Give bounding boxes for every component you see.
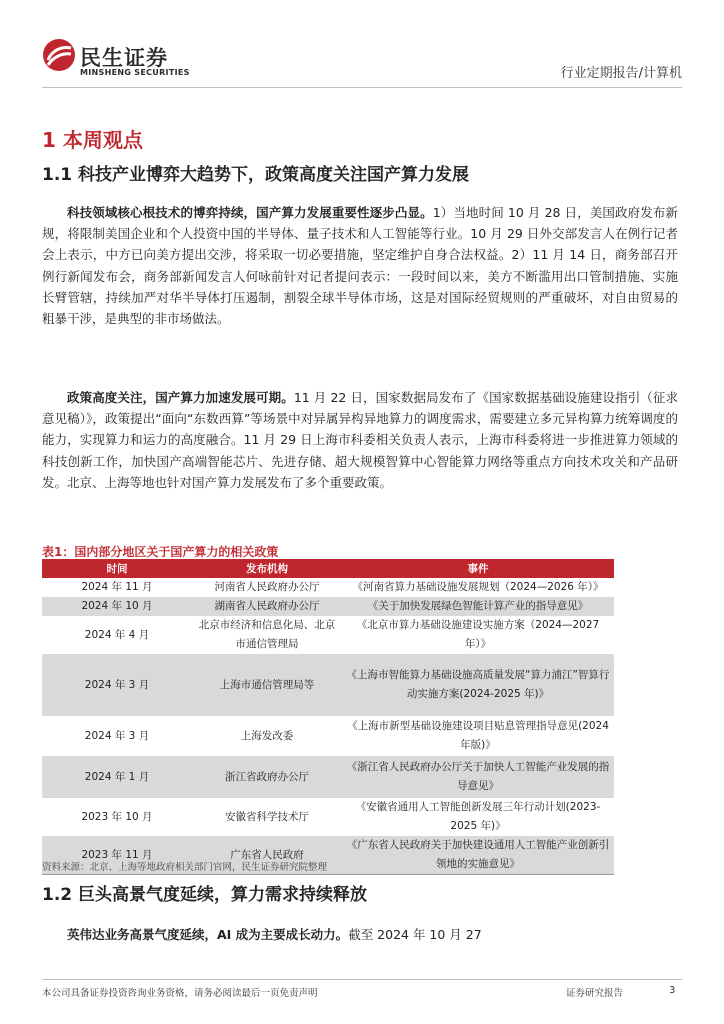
section-1-1-title: 1.1 科技产业博弈大趋势下，政策高度关注国产算力发展 (42, 165, 470, 185)
header-event: 事件 (342, 559, 614, 578)
paragraph-1-body: 1）当地时间 10 月 28 日，美国政府发布新规，将限制美国企业和个人投资中国的半导体、量子技术和人工智能等行业。10 月 29 日外交部发言人在例行记者会上表示，中方已向美方提出交涉，将采取一切必要措施，坚定维护自身合法权益。2）11 月 14 日，商务部召开例行新闻发布会，商务部新闻发言人何咏前针对记者提问表示：一段时间以来，美方不断滥用出口管制措施、实施长臂管辖，持续加严对华半导体打压遏制，割裂全球半导体市场，这是对国际经贸规则的严重破坏，对自由贸易的粗暴干涉，是典型的非市场做法。 (42, 205, 678, 327)
page-number: 3 (669, 985, 676, 996)
table-row (42, 616, 614, 654)
header-time: 时间 (42, 559, 192, 578)
cell-event: 《河南省算力基础设施发展规划（2024—2026 年）》 (342, 578, 614, 597)
cell-org: 北京市经济和信息化局、北京市通信管理局 (192, 616, 342, 654)
logo-english-name: MINSHENG SECURITIES (80, 68, 190, 77)
table-row (42, 654, 614, 716)
cell-org: 湖南省人民政府办公厅 (192, 597, 342, 616)
table-source: 资料来源：北京、上海等地政府相关部门官网，民生证券研究院整理 (42, 862, 328, 873)
table-row (42, 716, 614, 756)
cell-time: 2024 年 11 月 (42, 578, 192, 597)
cell-event: 《浙江省人民政府办公厅关于加快人工智能产业发展的指导意见》 (342, 756, 614, 798)
table-row (42, 578, 614, 597)
cell-time: 2024 年 3 月 (42, 716, 192, 756)
table-header-row (42, 559, 614, 578)
cell-org: 安徽省科学技术厅 (192, 798, 342, 836)
footer-report-label: 证券研究报告 (566, 988, 624, 999)
table-row (42, 597, 614, 616)
header-org: 发布机构 (192, 559, 342, 578)
paragraph-2-lead: 政策高度关注，国产算力加速发展可期。 (67, 390, 294, 405)
paragraph-1-lead: 科技领域核心根技术的博弈持续，国产算力发展重要性逐步凸显。 (67, 205, 433, 220)
cell-org: 浙江省政府办公厅 (192, 756, 342, 798)
paragraph-3 (42, 924, 678, 945)
paragraph-3-lead: 英伟达业务高景气度延续，AI 成为主要成长动力。 (67, 927, 349, 942)
paragraph-3-body: 截至 2024 年 10 月 27 (348, 927, 482, 942)
cell-event: 《上海市智能算力基础设施高质量发展“算力浦江”智算行动实施方案(2024-2025 年)》 (342, 654, 614, 716)
header-divider (42, 87, 682, 88)
footer-disclaimer: 本公司具备证券投资咨询业务资格，请务必阅读最后一页免责声明 (42, 988, 318, 999)
cell-event: 《上海市新型基础设施建设项目贴息管理指导意见(2024 年版)》 (342, 716, 614, 756)
section-1-title: 1 本周观点 (42, 128, 143, 152)
section-1-2-title: 1.2 巨头高景气度延续，算力需求持续释放 (42, 885, 368, 905)
policy-table (42, 559, 614, 875)
paragraph-2 (42, 387, 678, 493)
paragraph-2-body: 11 月 22 日，国家数据局发布了《国家数据基础设施建设指引（征求意见稿）》，政策提出“面向“东数西算”等场景中对异属异构异地算力的调度需求，需要建立多元异构算力统筹调度的能力，实现算力和运力的高度融合。11 月 29 日上海市科委相关负责人表示，上海市科委将进一步推进算力领域的科技创新工作，加快国产高端智能芯片、先进存储、超大规模智算中心智能算力网络等重点方向技术攻关和产品研发。北京、上海等地也针对国产算力发展发布了多个重要政策。 (42, 390, 678, 490)
cell-time: 2024 年 1 月 (42, 756, 192, 798)
table-row (42, 756, 614, 798)
cell-event: 《广东省人民政府关于加快建设通用人工智能产业创新引领地的实施意见》 (342, 836, 614, 875)
report-type: 行业定期报告/计算机 (560, 66, 682, 81)
cell-org: 河南省人民政府办公厅 (192, 578, 342, 597)
cell-event: 《安徽省通用人工智能创新发展三年行动计划(2023-2025 年)》 (342, 798, 614, 836)
cell-time: 2024 年 10 月 (42, 597, 192, 616)
minsheng-logo-icon (42, 38, 76, 72)
cell-org: 上海市通信管理局等 (192, 654, 342, 716)
company-logo (42, 38, 242, 82)
table-caption: 表1：国内部分地区关于国产算力的相关政策 (42, 545, 279, 559)
cell-event: 《关于加快发展绿色智能计算产业的指导意见》 (342, 597, 614, 616)
footer-divider (42, 979, 682, 980)
cell-event: 《北京市算力基础设施建设实施方案（2024—2027 年）》 (342, 616, 614, 654)
cell-time: 2024 年 3 月 (42, 654, 192, 716)
cell-org: 上海发改委 (192, 716, 342, 756)
logo-chinese-name: 民生证券 (80, 46, 168, 70)
cell-time: 2024 年 4 月 (42, 616, 192, 654)
cell-time: 2023 年 11 月 (42, 836, 192, 875)
cell-time: 2023 年 10 月 (42, 798, 192, 836)
paragraph-1 (42, 202, 678, 329)
table-row (42, 798, 614, 836)
cell-org: 广东省人民政府 (192, 836, 342, 875)
